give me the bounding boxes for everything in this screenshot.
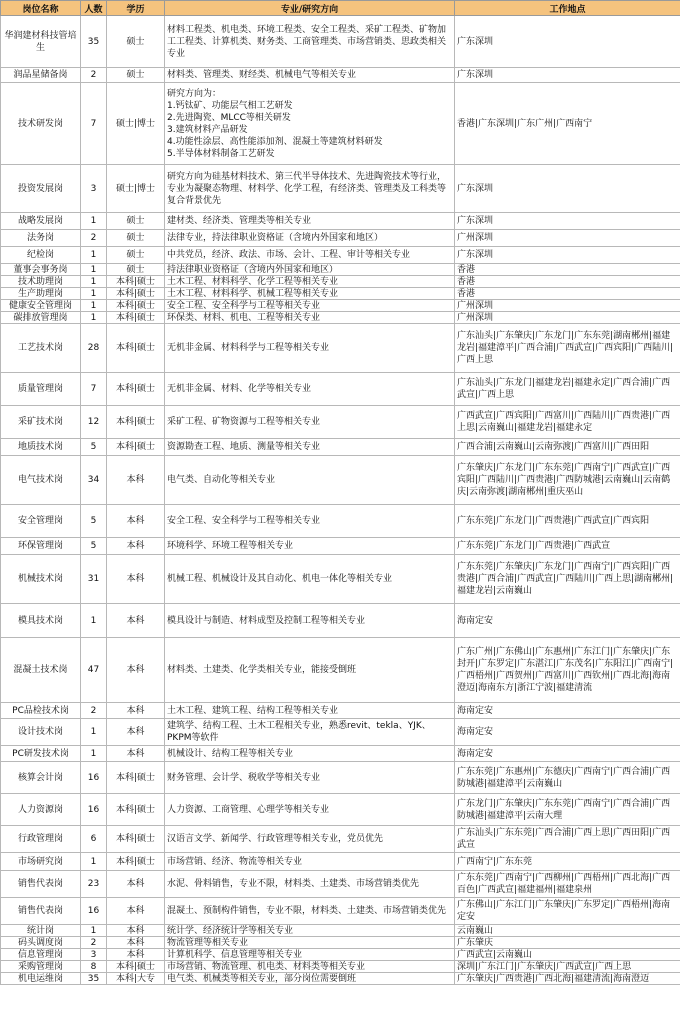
major-cell: 财务管理、会计学、税收学等相关专业 [165, 762, 455, 794]
education-cell: 硕士 [107, 264, 165, 276]
education-cell: 本科|硕士 [107, 762, 165, 794]
location-cell: 云南巍山 [455, 925, 680, 937]
location-cell: 深圳|广东江门|广东肇庆|广西武宣|广西上思 [455, 961, 680, 973]
headcount-cell: 1 [81, 247, 107, 264]
position-name-cell: 纪检岗 [1, 247, 81, 264]
education-cell: 本科 [107, 638, 165, 703]
location-cell: 广东深圳 [455, 213, 680, 230]
location-cell: 广东东莞|广东肇庆|广东龙门|广西南宁|广西宾阳|广西贵港|广西合浦|广西武宣|广西陆川|广西上思|湖南郴州|福建龙岩|云南巍山 [455, 555, 680, 604]
education-cell: 硕士 [107, 213, 165, 230]
major-cell: 建材类、经济类、管理类等相关专业 [165, 213, 455, 230]
position-name-cell: 机电运维岗 [1, 973, 81, 985]
major-cell: 混凝土、预制构件销售，专业不限，材料类、土建类、市场营销类优先 [165, 898, 455, 925]
table-row [1, 925, 680, 937]
table-row [1, 288, 680, 300]
headcount-cell: 28 [81, 324, 107, 373]
location-cell: 广西合浦|云南巍山|云南弥渡|广西富川|广西田阳 [455, 439, 680, 456]
location-cell: 广州深圳 [455, 230, 680, 247]
major-cell: 材料类、管理类、财经类、机械电气等相关专业 [165, 68, 455, 83]
education-cell: 硕士|博士 [107, 165, 165, 213]
table-row [1, 83, 680, 165]
table-row [1, 406, 680, 439]
headcount-cell: 16 [81, 794, 107, 826]
table-row [1, 230, 680, 247]
headcount-cell: 1 [81, 853, 107, 871]
table-row [1, 555, 680, 604]
table-row [1, 373, 680, 406]
header-major: 专业/研究方向 [165, 1, 455, 16]
position-name-cell: 市场研究岗 [1, 853, 81, 871]
table-row [1, 703, 680, 719]
table-row [1, 264, 680, 276]
table-row [1, 165, 680, 213]
major-cell: 市场营销、物流管理、机电类、材料类等相关专业 [165, 961, 455, 973]
position-name-cell: 润品星储备岗 [1, 68, 81, 83]
education-cell: 本科 [107, 538, 165, 555]
major-cell: 研究方向为： 1.钙钛矿、功能层气相工艺研发 2.先进陶瓷、MLCC等相关研发 3.建筑材料产品研发 4.功能性涂层、高性能添加剂、混凝土等建筑材料研发 5.半导体材料制备工艺研发 [165, 83, 455, 165]
education-cell: 本科|硕士 [107, 961, 165, 973]
table-row [1, 794, 680, 826]
education-cell: 本科 [107, 925, 165, 937]
location-cell: 广东汕头|广东龙门|福建龙岩|福建永定|广西合浦|广西武宣|广西上思 [455, 373, 680, 406]
table-row [1, 746, 680, 762]
header-count: 人数 [81, 1, 107, 16]
location-cell: 广东广州|广东佛山|广东惠州|广东江门|广东肇庆|广东封开|广东罗定|广东湛江|广东茂名|广东阳江|广西南宁|广西梧州|广西贺州|广西富川|广西钦州|广西北海|海南澄迈|海南东方|浙江宁波|福建清流 [455, 638, 680, 703]
education-cell: 硕士 [107, 68, 165, 83]
education-cell: 本科|硕士 [107, 406, 165, 439]
table-row [1, 871, 680, 898]
major-cell: 土木工程、建筑工程、结构工程等相关专业 [165, 703, 455, 719]
major-cell: 汉语言文学、新闻学、行政管理等相关专业，党员优先 [165, 826, 455, 853]
table-row [1, 898, 680, 925]
education-cell: 本科 [107, 703, 165, 719]
location-cell: 广东深圳 [455, 16, 680, 68]
table-row [1, 853, 680, 871]
location-cell: 香港 [455, 276, 680, 288]
headcount-cell: 47 [81, 638, 107, 703]
location-cell: 海南定安 [455, 604, 680, 638]
table-row [1, 762, 680, 794]
position-name-cell: 生产助理岗 [1, 288, 81, 300]
position-name-cell: 销售代表岗 [1, 871, 81, 898]
table-row [1, 973, 680, 985]
headcount-cell: 23 [81, 871, 107, 898]
education-cell: 本科 [107, 604, 165, 638]
position-name-cell: 质量管理岗 [1, 373, 81, 406]
position-name-cell: 采矿技术岗 [1, 406, 81, 439]
headcount-cell: 1 [81, 264, 107, 276]
location-cell: 广东深圳 [455, 247, 680, 264]
major-cell: 安全工程、安全科学与工程等相关专业 [165, 300, 455, 312]
location-cell: 广东肇庆|广西贵港|广西北海|福建清流|海南澄迈 [455, 973, 680, 985]
location-cell: 广西武宣|云南巍山 [455, 949, 680, 961]
headcount-cell: 1 [81, 213, 107, 230]
header-location: 工作地点 [455, 1, 680, 16]
position-name-cell: 核算会计岗 [1, 762, 81, 794]
location-cell: 海南定安 [455, 719, 680, 746]
education-cell: 硕士|博士 [107, 83, 165, 165]
education-cell: 本科|硕士 [107, 853, 165, 871]
major-cell: 土木工程、材料科学、机械工程等相关专业 [165, 288, 455, 300]
position-name-cell: 董事会事务岗 [1, 264, 81, 276]
major-cell: 法律专业，持法律职业资格证（含境内外国家和地区） [165, 230, 455, 247]
headcount-cell: 5 [81, 505, 107, 538]
table-row [1, 505, 680, 538]
position-name-cell: 机械技术岗 [1, 555, 81, 604]
position-name-cell: 技术助理岗 [1, 276, 81, 288]
headcount-cell: 5 [81, 439, 107, 456]
header-education: 学历 [107, 1, 165, 16]
position-name-cell: 模具技术岗 [1, 604, 81, 638]
major-cell: 模具设计与制造、材料成型及控制工程等相关专业 [165, 604, 455, 638]
headcount-cell: 1 [81, 288, 107, 300]
header-position: 岗位名称 [1, 1, 81, 16]
headcount-cell: 1 [81, 925, 107, 937]
major-cell: 采矿工程、矿物资源与工程等相关专业 [165, 406, 455, 439]
position-name-cell: 信息管理岗 [1, 949, 81, 961]
position-name-cell: 工艺技术岗 [1, 324, 81, 373]
headcount-cell: 5 [81, 538, 107, 555]
position-name-cell: 战略发展岗 [1, 213, 81, 230]
table-row [1, 439, 680, 456]
major-cell: 中共党员，经济、政法、市场、会计、工程、审计等相关专业 [165, 247, 455, 264]
position-name-cell: 统计岗 [1, 925, 81, 937]
position-name-cell: 行政管理岗 [1, 826, 81, 853]
position-name-cell: 销售代表岗 [1, 898, 81, 925]
headcount-cell: 1 [81, 604, 107, 638]
major-cell: 建筑学、结构工程、土木工程相关专业，熟悉revit、tekla、YJK、PKPM等软件 [165, 719, 455, 746]
headcount-cell: 6 [81, 826, 107, 853]
location-cell: 广东汕头|广东肇庆|广东龙门|广东东莞|湖南郴州|福建龙岩|福建漳平|广西合浦|广西武宣|广西宾阳|广西陆川|广西上思 [455, 324, 680, 373]
headcount-cell: 3 [81, 949, 107, 961]
position-name-cell: 安全管理岗 [1, 505, 81, 538]
position-name-cell: 健康安全管理岗 [1, 300, 81, 312]
headcount-cell: 2 [81, 68, 107, 83]
headcount-cell: 3 [81, 165, 107, 213]
location-cell: 广西武宣|广西宾阳|广西富川|广西陆川|广西贵港|广西上思|云南巍山|福建龙岩|福建永定 [455, 406, 680, 439]
position-name-cell: 投资发展岗 [1, 165, 81, 213]
headcount-cell: 2 [81, 703, 107, 719]
major-cell: 机械设计、结构工程等相关专业 [165, 746, 455, 762]
education-cell: 本科|硕士 [107, 826, 165, 853]
location-cell: 广东肇庆|广东龙门|广东东莞|广西南宁|广西武宣|广西宾阳|广西陆川|广西贵港|广西防城港|云南巍山|云南鹤庆|云南弥渡|湖南郴州|重庆巫山 [455, 456, 680, 505]
table-row [1, 456, 680, 505]
table-row [1, 312, 680, 324]
education-cell: 本科 [107, 871, 165, 898]
table-row [1, 247, 680, 264]
education-cell: 本科|硕士 [107, 300, 165, 312]
education-cell: 本科|硕士 [107, 312, 165, 324]
headcount-cell: 2 [81, 937, 107, 949]
major-cell: 土木工程、材料科学、化学工程等相关专业 [165, 276, 455, 288]
major-cell: 材料工程类、机电类、环境工程类、安全工程类、采矿工程类、矿物加工工程类、计算机类、财务类、工商管理类、市场营销类、思政类相关专业 [165, 16, 455, 68]
table-row [1, 16, 680, 68]
table-row [1, 324, 680, 373]
headcount-cell: 8 [81, 961, 107, 973]
table-row [1, 604, 680, 638]
major-cell: 安全工程、安全科学与工程等相关专业 [165, 505, 455, 538]
headcount-cell: 1 [81, 312, 107, 324]
table-row [1, 826, 680, 853]
major-cell: 统计学、经济统计学等相关专业 [165, 925, 455, 937]
major-cell: 机械工程、机械设计及其自动化、机电一体化等相关专业 [165, 555, 455, 604]
location-cell: 广东东莞|广东龙门|广西贵港|广西武宣 [455, 538, 680, 555]
major-cell: 无机非金属、材料科学与工程等相关专业 [165, 324, 455, 373]
education-cell: 硕士 [107, 230, 165, 247]
headcount-cell: 7 [81, 83, 107, 165]
table-row [1, 719, 680, 746]
position-name-cell: 环保管理岗 [1, 538, 81, 555]
position-name-cell: 码头调度岗 [1, 937, 81, 949]
location-cell: 广东深圳 [455, 165, 680, 213]
major-cell: 电气类、自动化等相关专业 [165, 456, 455, 505]
education-cell: 本科|大专 [107, 973, 165, 985]
table-row [1, 937, 680, 949]
education-cell: 本科 [107, 555, 165, 604]
location-cell: 海南定安 [455, 703, 680, 719]
education-cell: 本科 [107, 456, 165, 505]
headcount-cell: 35 [81, 973, 107, 985]
location-cell: 广东东莞|广西南宁|广西柳州|广西梧州|广西北海|广西百色|广西武宣|福建福州|福建泉州 [455, 871, 680, 898]
major-cell: 水泥、骨料销售，专业不限，材料类、土建类、市场营销类优先 [165, 871, 455, 898]
location-cell: 广东东莞|广东龙门|广西贵港|广西武宣|广西宾阳 [455, 505, 680, 538]
headcount-cell: 1 [81, 300, 107, 312]
location-cell: 广东佛山|广东江门|广东肇庆|广东罗定|广西梧州|海南定安 [455, 898, 680, 925]
major-cell: 无机非金属、材料、化学等相关专业 [165, 373, 455, 406]
major-cell: 持法律职业资格证（含境内外国家和地区） [165, 264, 455, 276]
education-cell: 本科 [107, 949, 165, 961]
major-cell: 资源勘查工程、地质、测量等相关专业 [165, 439, 455, 456]
location-cell: 广西南宁|广东东莞 [455, 853, 680, 871]
table-row [1, 538, 680, 555]
location-cell: 广州深圳 [455, 312, 680, 324]
table-row [1, 276, 680, 288]
education-cell: 硕士 [107, 16, 165, 68]
education-cell: 本科|硕士 [107, 439, 165, 456]
education-cell: 本科|硕士 [107, 276, 165, 288]
education-cell: 本科|硕士 [107, 288, 165, 300]
headcount-cell: 2 [81, 230, 107, 247]
headcount-cell: 34 [81, 456, 107, 505]
position-name-cell: 设计技术岗 [1, 719, 81, 746]
table-row [1, 300, 680, 312]
education-cell: 本科 [107, 505, 165, 538]
table-row [1, 961, 680, 973]
header-row [1, 1, 680, 16]
major-cell: 研究方向为硅基材料技术、第三代半导体技术、先进陶瓷技术等行业，专业为凝聚态物理、材料学、化学工程，有经济类、管理类及工科类等复合背景优先 [165, 165, 455, 213]
major-cell: 人力资源、工商管理、心理学等相关专业 [165, 794, 455, 826]
major-cell: 环保类、材料、机电、工程等相关专业 [165, 312, 455, 324]
table-row [1, 949, 680, 961]
position-name-cell: 华润建材科技管培生 [1, 16, 81, 68]
table-row [1, 68, 680, 83]
headcount-cell: 1 [81, 276, 107, 288]
major-cell: 材料类、土建类、化学类相关专业，能接受倒班 [165, 638, 455, 703]
major-cell: 环境科学、环境工程等相关专业 [165, 538, 455, 555]
education-cell: 本科 [107, 746, 165, 762]
location-cell: 海南定安 [455, 746, 680, 762]
position-name-cell: 技术研发岗 [1, 83, 81, 165]
headcount-cell: 16 [81, 898, 107, 925]
education-cell: 本科 [107, 719, 165, 746]
headcount-cell: 35 [81, 16, 107, 68]
education-cell: 本科|硕士 [107, 794, 165, 826]
major-cell: 市场营销、经济、物流等相关专业 [165, 853, 455, 871]
education-cell: 本科|硕士 [107, 373, 165, 406]
education-cell: 硕士 [107, 247, 165, 264]
position-name-cell: 电气技术岗 [1, 456, 81, 505]
table-row [1, 638, 680, 703]
location-cell: 香港 [455, 288, 680, 300]
location-cell: 广东东莞|广东惠州|广东德庆|广西南宁|广西合浦|广西防城港|福建漳平|云南巍山 [455, 762, 680, 794]
location-cell: 广州深圳 [455, 300, 680, 312]
location-cell: 香港 [455, 264, 680, 276]
education-cell: 本科|硕士 [107, 324, 165, 373]
education-cell: 本科 [107, 937, 165, 949]
position-name-cell: 混凝土技术岗 [1, 638, 81, 703]
table-row [1, 213, 680, 230]
position-name-cell: PC品检技术岗 [1, 703, 81, 719]
position-name-cell: 碳排放管理岗 [1, 312, 81, 324]
headcount-cell: 12 [81, 406, 107, 439]
headcount-cell: 16 [81, 762, 107, 794]
major-cell: 物流管理等相关专业 [165, 937, 455, 949]
headcount-cell: 1 [81, 719, 107, 746]
location-cell: 广东肇庆 [455, 937, 680, 949]
location-cell: 广东汕头|广东东莞|广西合浦|广西上思|广西田阳|广西武宣 [455, 826, 680, 853]
education-cell: 本科 [107, 898, 165, 925]
position-name-cell: 地质技术岗 [1, 439, 81, 456]
major-cell: 计算机科学、信息管理等相关专业 [165, 949, 455, 961]
location-cell: 香港|广东深圳|广东广州|广西南宁 [455, 83, 680, 165]
position-name-cell: 法务岗 [1, 230, 81, 247]
position-name-cell: PC研发技术岗 [1, 746, 81, 762]
location-cell: 广东龙门|广东肇庆|广东东莞|广西南宁|广西合浦|广西防城港|福建漳平|云南大理 [455, 794, 680, 826]
location-cell: 广东深圳 [455, 68, 680, 83]
position-name-cell: 人力资源岗 [1, 794, 81, 826]
major-cell: 电气类、机械类等相关专业，部分岗位需要倒班 [165, 973, 455, 985]
headcount-cell: 1 [81, 746, 107, 762]
headcount-cell: 31 [81, 555, 107, 604]
position-name-cell: 采购管理岗 [1, 961, 81, 973]
headcount-cell: 7 [81, 373, 107, 406]
